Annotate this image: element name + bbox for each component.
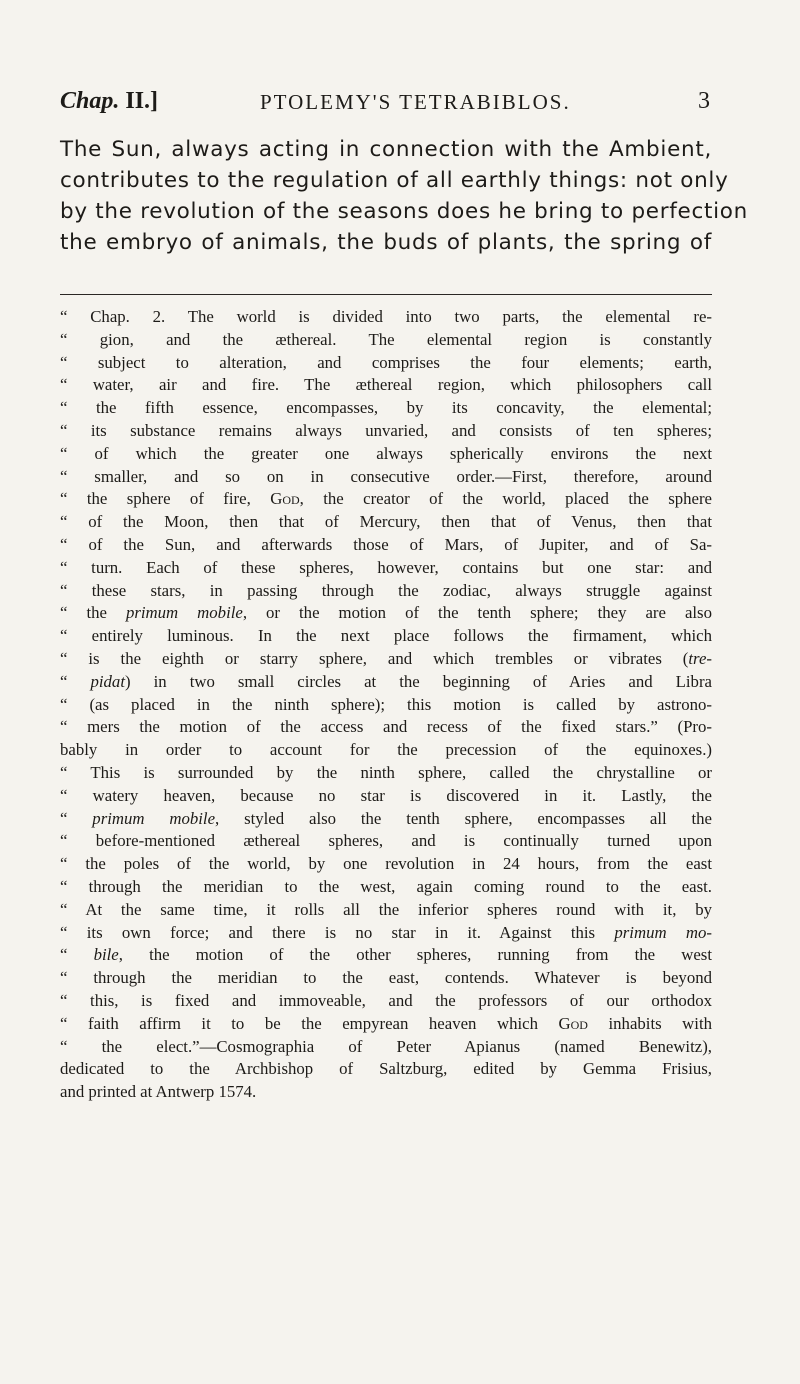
footnote-rule [60, 294, 712, 295]
footnote-segment: “ is the eighth or starry sphere, and which trembles or vibrates ( [60, 648, 689, 668]
footnote-segment: “ subject to alteration, and comprises the four elements; earth, [60, 352, 712, 372]
footnote-line [60, 511, 712, 534]
footnote-segment: “ [60, 945, 94, 965]
footnote-segment: dedicated to the Archbishop of Saltzburg, edited by Gemma Frisius, [60, 1059, 712, 1079]
footnote-segment: “ watery heaven, because no star is discovered in it. Lastly, the [60, 785, 712, 805]
footnote-segment: God [558, 1013, 588, 1033]
footnote-line [60, 716, 712, 739]
footnote-line [60, 922, 712, 945]
footnote-segment: , the creator of the world, placed the sphere [299, 489, 713, 509]
footnote-segment: pidat [90, 671, 125, 691]
footnote-segment: “ through the meridian to the west, again coming round to the east. [60, 876, 712, 896]
running-head [60, 88, 710, 128]
footnote-line [60, 329, 712, 352]
chapter-label: Chap. II.] [60, 88, 159, 114]
footnote-line [60, 625, 712, 648]
main-text [60, 134, 748, 258]
footnote-segment: “ At the same time, it rolls all the inferior spheres round with it, by [60, 899, 712, 919]
footnote-line [60, 694, 712, 717]
footnote-segment: “ of the Sun, and afterwards those of Mars, of Jupiter, and of Sa- [60, 534, 712, 554]
footnote-segment: , styled also the tenth sphere, encompasses all the [215, 808, 712, 828]
footnote-segment: “ entirely luminous. In the next place follows the firmament, which [60, 626, 712, 646]
footnote-line [60, 990, 712, 1013]
footnote-segment: “ these stars, in passing through the zodiac, always struggle against [60, 580, 712, 600]
footnote-segment: “ its substance remains always unvaried, and consists of ten spheres; [60, 420, 712, 440]
footnote-segment: bably in order to account for the precession of the equinoxes.) [60, 740, 712, 760]
page-number: 3 [698, 88, 710, 114]
footnote-line [60, 762, 712, 785]
footnote-segment: “ faith affirm it to be the empyrean heaven which [60, 1013, 559, 1033]
main-text-line: The Sun, always acting in connection with the Ambient, [60, 137, 712, 162]
footnote-line [60, 808, 712, 831]
footnote-line [60, 967, 712, 990]
footnote-segment: inhabits with [587, 1013, 712, 1033]
footnote-segment: “ turn. Each of these spheres, however, contains but one star: and [60, 557, 712, 577]
footnote-segment: “ This is surrounded by the ninth sphere, called the chrystalline or [60, 762, 712, 782]
footnote-segment: “ its own force; and there is no star in it. Against this [60, 922, 615, 942]
footnote-line [60, 853, 712, 876]
main-text-line: contributes to the regulation of all earthly things: not only [60, 168, 729, 193]
footnote-segment: , the motion of the other spheres, running from the west [118, 945, 712, 965]
footnote-segment: primum mobile [92, 808, 216, 828]
footnote-line [60, 488, 712, 511]
footnote-segment: “ the [60, 603, 126, 623]
footnote-line [60, 397, 712, 420]
footnote-segment: and printed at Antwerp 1574. [60, 1082, 257, 1102]
footnote-segment: “ smaller, and so on in consecutive order.—First, therefore, around [60, 466, 712, 486]
footnote-segment: “ of which the greater one always spherically environs the next [60, 443, 712, 463]
footnote-line [60, 306, 712, 329]
footnote-line [60, 830, 712, 853]
footnote-line [60, 1058, 712, 1081]
footnote-line [60, 580, 712, 603]
footnote-segment: bile [93, 945, 119, 965]
footnote-segment: , or the motion of the tenth sphere; they are also [242, 603, 712, 623]
footnote-line [60, 876, 712, 899]
main-text-line: the embryo of animals, the buds of plants, the spring of [60, 230, 712, 255]
footnote-segment: “ [60, 671, 91, 691]
footnote-line [60, 785, 712, 808]
footnote-segment: primum mobile [125, 603, 243, 623]
footnote-line [60, 944, 712, 967]
footnote-segment: “ before-mentioned æthereal spheres, and is continually turned upon [60, 831, 712, 851]
footnote-segment: “ Chap. 2. The world is divided into two parts, the elemental re- [60, 307, 712, 326]
footnote-line [60, 1036, 712, 1059]
footnote-segment: “ water, air and fire. The æthereal region, which philosophers call [60, 375, 712, 395]
footnote-line [60, 1013, 712, 1036]
footnote-segment: “ the poles of the world, by one revolution in 24 hours, from the east [60, 854, 712, 874]
footnote-segment: primum mo- [614, 922, 712, 942]
footnote-segment: “ the sphere of fire, [60, 489, 271, 509]
footnote-line [60, 602, 712, 625]
footnote-segment: “ the elect.”—Cosmographia of Peter Apianus (named Benewitz), [60, 1036, 712, 1056]
footnote-line [60, 352, 712, 375]
footnote-segment: tre- [688, 648, 712, 668]
footnote-segment: “ [60, 808, 93, 828]
footnote-line [60, 1081, 712, 1104]
footnote-segment: “ gion, and the æthereal. The elemental region is constantly [60, 329, 712, 349]
footnote-segment: ) in two small circles at the beginning of Aries and Libra [124, 671, 712, 691]
footnote-line [60, 671, 712, 694]
main-text-line: by the revolution of the seasons does he bring to perfection [60, 199, 748, 224]
footnote-segment: “ this, is fixed and immoveable, and the professors of our orthodox [60, 990, 712, 1010]
footnote-segment: “ (as placed in the ninth sphere); this motion is called by astrono- [60, 694, 712, 714]
footnote-segment: “ through the meridian to the east, contends. Whatever is beyond [60, 968, 712, 988]
footnote-segment: God [270, 489, 300, 509]
footnote-line [60, 534, 712, 557]
footnote [60, 306, 712, 1104]
footnote-segment: “ of the Moon, then that of Mercury, then that of Venus, then that [60, 512, 712, 532]
footnote-line [60, 466, 712, 489]
footnote-segment: “ the fifth essence, encompasses, by its concavity, the elemental; [60, 398, 712, 418]
footnote-line [60, 420, 712, 443]
footnote-line [60, 899, 712, 922]
footnote-line [60, 739, 712, 762]
footnote-line [60, 374, 712, 397]
footnote-line [60, 557, 712, 580]
footnote-line [60, 443, 712, 466]
footnote-line [60, 648, 712, 671]
footnote-segment: “ mers the motion of the access and recess of the fixed stars.” (Pro- [60, 717, 712, 737]
book-title: PTOLEMY'S TETRABIBLOS. [260, 90, 571, 114]
